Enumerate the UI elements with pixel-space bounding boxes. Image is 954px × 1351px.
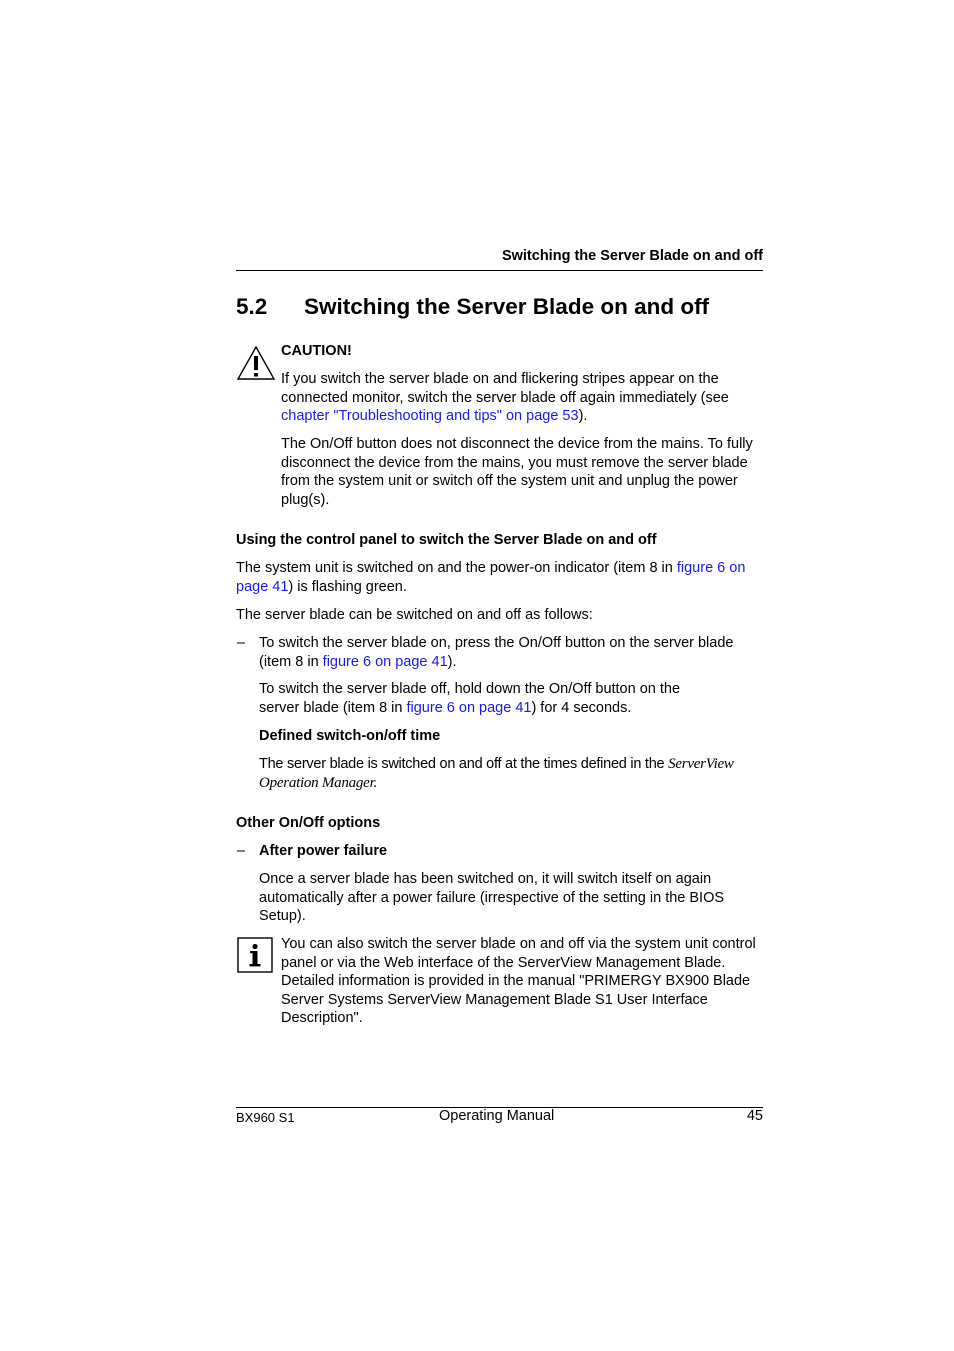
figure-link[interactable]: figure 6 on page 41: [406, 699, 532, 716]
info-text: You can also switch the server blade on and off via the system unit control panel or via the Web interface of the ServerView Management Blade. Detailed information is provided in the manual "PRIMERGY BX900 Blade Server Systems ServerView Management Blade S1 User Interface Description".: [281, 936, 756, 1027]
control-panel-heading: Using the control panel to switch the Server Blade on and off: [236, 532, 657, 548]
caution-text: If you switch the server blade on and flickering stripes appear on the connected monitor, switch the server blade off again immediately (see: [281, 371, 729, 406]
status-text: The system unit is switched on and the power-on indicator (item 8 in: [236, 560, 673, 576]
troubleshooting-link[interactable]: chapter "Troubleshooting and tips" on page 53: [281, 408, 579, 425]
caution-triangle-icon: [236, 345, 276, 381]
page-number: 45: [746, 1108, 763, 1124]
footer-doc-title: Operating Manual: [439, 1108, 555, 1124]
after-power-failure-item: [237, 842, 388, 861]
caution-paragraph-2: The On/Off button does not disconnect the device from the mains. To fully disconnect the device from the mains, you must remove the server blade from the system unit or switch off the system unit and unplug the power plug(s).: [281, 436, 753, 508]
defined-time-text: The server blade is switched on and off at the times defined in the: [259, 756, 665, 772]
after-power-failure-text: Once a server blade has been switched on, it will switch itself on again automatically after a power failure (irrespective of the setting in the BIOS Setup).: [259, 871, 725, 925]
header-rule: [236, 270, 763, 271]
defined-time-end: .: [373, 774, 377, 791]
switch-off-text: To switch the server blade off, hold down the On/Off button on the server blade (item 8 in: [259, 681, 681, 716]
switch-off-paragraph: [259, 680, 719, 717]
switch-on-end: ).: [447, 653, 457, 670]
section-number: 5.2: [236, 294, 268, 319]
after-power-failure-title: After power failure: [259, 843, 388, 859]
running-header: Switching the Server Blade on and off: [501, 248, 763, 264]
caution-label: CAUTION!: [281, 343, 352, 359]
footer-model: BX960 S1: [236, 1110, 295, 1125]
figure-link[interactable]: figure 6 on page 41: [236, 560, 746, 595]
list-dash: –: [237, 843, 246, 859]
section-title: Switching the Server Blade on and off: [304, 294, 710, 319]
product-name: ServerView Operation Manager: [259, 756, 734, 791]
caution-paragraph-1: [281, 370, 763, 426]
switch-off-end: ) for 4 seconds.: [531, 699, 632, 716]
control-panel-paragraph-2: The server blade can be switched on and off as follows:: [236, 607, 593, 623]
defined-time-heading: Defined switch-on/off time: [259, 728, 441, 744]
defined-time-paragraph: [259, 755, 763, 792]
status-text-end: ) is flashing green.: [288, 578, 407, 595]
other-options-heading: Other On/Off options: [236, 815, 381, 831]
list-dash: –: [237, 635, 246, 651]
info-icon: [237, 937, 273, 973]
switch-on-text: To switch the server blade on, press the On/Off button on the server blade (item 8 in: [259, 635, 734, 670]
control-panel-paragraph-1: [236, 559, 763, 596]
figure-link[interactable]: figure 6 on page 41: [322, 653, 448, 670]
caution-text-end: ).: [578, 408, 588, 425]
list-item-switch-on: [237, 634, 763, 671]
section-heading: [236, 294, 709, 320]
